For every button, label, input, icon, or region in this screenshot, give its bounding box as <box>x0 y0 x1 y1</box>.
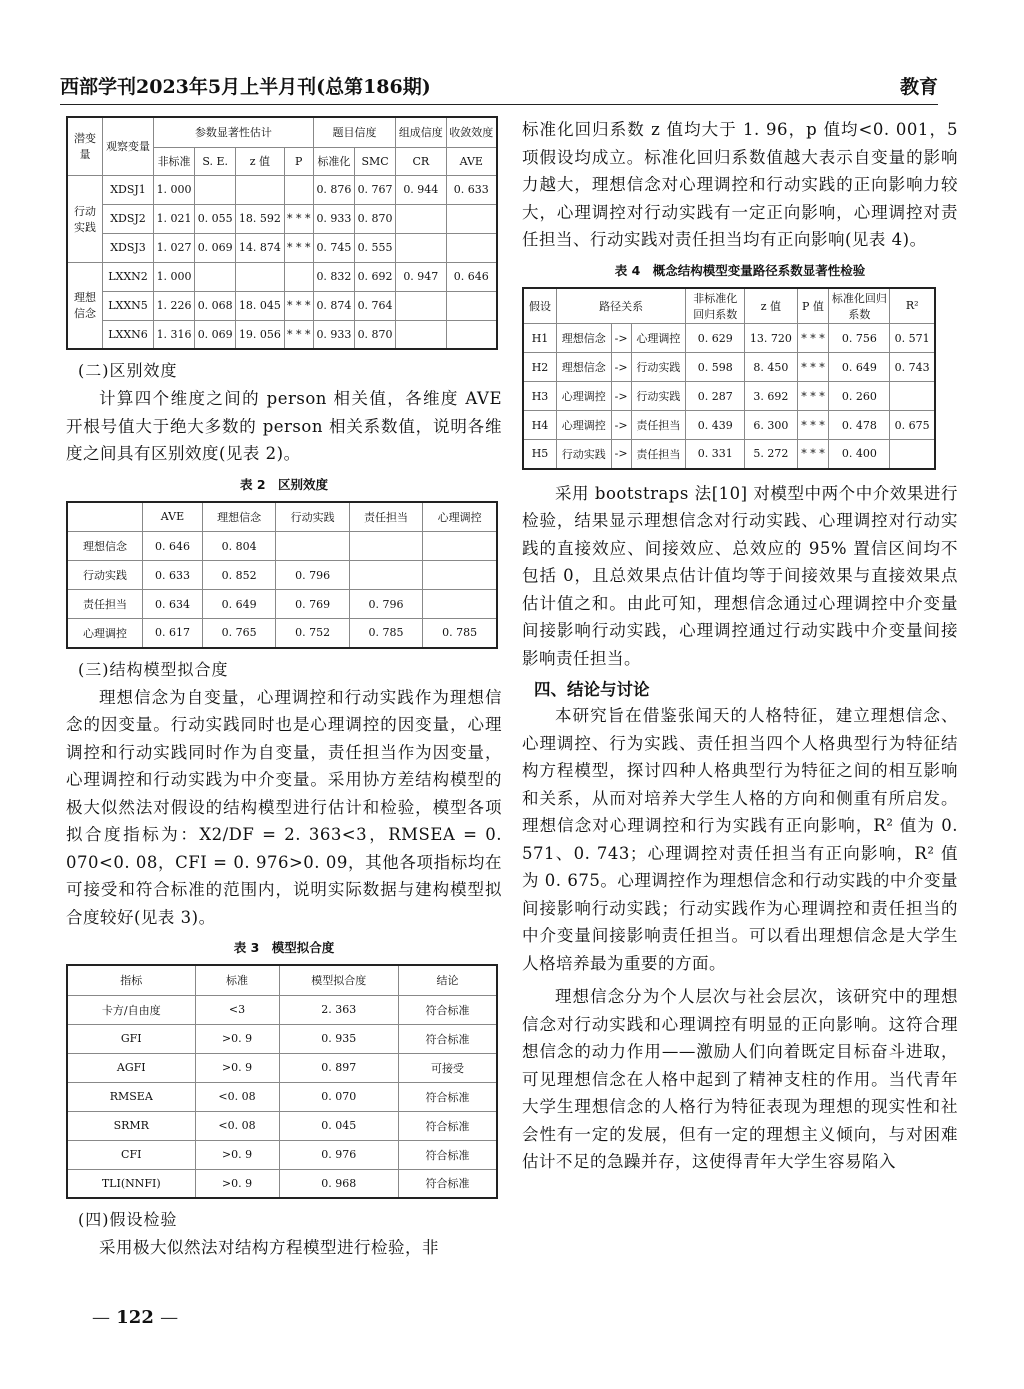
table-1 <box>66 116 498 350</box>
section-3-title: (三)结构模型拟合度 <box>78 659 229 679</box>
t1-cell: 0. 692 <box>355 262 396 291</box>
t1-cell: * * * <box>284 233 313 262</box>
table-row: SRMR <0. 08 0. 045 符合标准 <box>67 1111 497 1140</box>
t1-cell: 1. 000 <box>154 262 195 291</box>
t1-cell: XDSJ3 <box>103 233 154 262</box>
t1-cell: 0. 876 <box>313 175 354 204</box>
t1-cell <box>195 262 236 291</box>
t1-cell: 0. 870 <box>355 204 396 233</box>
t1-sub: z 值 <box>236 147 284 175</box>
table-3-caption: 表 3 模型拟合度 <box>233 940 335 955</box>
t1-cell: 0. 933 <box>313 320 354 349</box>
table-4-caption: 表 4 概念结构模型变量路径系数显著性检验 <box>614 262 866 278</box>
t1-cell: 0. 069 <box>195 233 236 262</box>
table-row: 理想信念 0. 646 0. 804 <box>67 532 497 561</box>
t1-cell: 0. 069 <box>195 320 236 349</box>
table-2 <box>66 501 498 649</box>
t1-cell: LXXN5 <box>103 291 154 320</box>
t1-cell: 14. 874 <box>236 233 284 262</box>
section-heading-4: 四、结论与讨论 <box>534 680 650 699</box>
t3-head: 指标 <box>67 965 195 995</box>
table-row: 心理调控 0. 617 0. 765 0. 752 0. 785 0. 785 <box>67 619 497 648</box>
table-row: GFI >0. 9 0. 935 符合标准 <box>67 1024 497 1053</box>
t1-cell: 1. 000 <box>154 175 195 204</box>
t1-cell: 0. 874 <box>313 291 354 320</box>
t1-cell: 0. 068 <box>195 291 236 320</box>
table-row: H5 行动实践 -> 责任担当 0. 331 5. 272 * * * 0. 400 <box>523 440 935 469</box>
section-2-text: 计算四个维度之间的 person 相关值，各维度 AVE 开根号值大于绝大多数的 person 相关系数值，说明各维度之间具有区别效度(见表 2)。 <box>66 389 502 463</box>
journal-issue: 西部学刊2023年5月上半月刊(总第186期) <box>60 76 431 98</box>
section-3-text: 理想信念为自变量，心理调控和行动实践作为理想信念的因变量。行动实践同时也是心理调控的因变量，心理调控和行动实践同时作为自变量，责任担当作为因变量，心理调控和行动实践为中介变量。采用协方差结构模型的极大似然法对假设的结构模型进行估计和检验，模型各项拟合度指标为：X2/DF = 2. 363<3，RMSEA = 0. 070<0. 08，CFI = 0. 976>0. 09，其他各项指标均在可接受和符合标准的范围内，说明实际数据与建构模型拟合度较好(见表 3)。 <box>66 687 502 927</box>
left-column <box>66 116 502 1262</box>
t1-cell: 0. 055 <box>195 204 236 233</box>
t1-cell: 1. 021 <box>154 204 195 233</box>
t1-cell <box>284 175 313 204</box>
t1-head-cr: 组成信度 <box>396 117 446 147</box>
t4-head: 路径关系 <box>557 288 686 324</box>
table-row <box>67 320 497 349</box>
t4-head: 标准化回归系数 <box>829 288 890 324</box>
footer-dash: — <box>160 1307 179 1328</box>
t4-head: z 值 <box>745 288 797 324</box>
table-row <box>67 233 497 262</box>
t2-head: 行动实践 <box>276 502 349 532</box>
t4-head: R² <box>890 288 935 324</box>
table-row: CFI >0. 9 0. 976 符合标准 <box>67 1140 497 1169</box>
t1-cell: 0. 555 <box>355 233 396 262</box>
table-row: 卡方/自由度 <3 2. 363 符合标准 <box>67 995 497 1024</box>
section-name: 教育 <box>899 76 938 98</box>
t1-cr: 0. 947 <box>396 262 446 291</box>
t1-cell <box>236 175 284 204</box>
t1-head-param: 参数显著性估计 <box>154 117 314 147</box>
footer-dash: — <box>92 1307 110 1328</box>
t1-cell: 19. 056 <box>236 320 284 349</box>
table-row: 行动实践 0. 633 0. 852 0. 796 <box>67 561 497 590</box>
t1-cell: * * * <box>284 291 313 320</box>
t1-cell: 1. 316 <box>154 320 195 349</box>
t1-cell: 0. 933 <box>313 204 354 233</box>
t4-head: 假设 <box>523 288 557 324</box>
t1-sub: 标准化 <box>313 147 354 175</box>
t2-head: AVE <box>143 502 203 532</box>
section-4-text: 采用极大似然法对结构方程模型进行检验，非 <box>99 1238 439 1257</box>
t1-cell: LXXN2 <box>103 262 154 291</box>
table-3 <box>66 964 498 1199</box>
t1-sub: SMC <box>355 147 396 175</box>
table-row: TLI(NNFI) >0. 9 0. 968 符合标准 <box>67 1169 497 1198</box>
t3-head: 标准 <box>195 965 279 995</box>
t3-head: 模型拟合度 <box>279 965 398 995</box>
right-column <box>522 116 958 1176</box>
t1-cell: 1. 226 <box>154 291 195 320</box>
table-row: H4 心理调控 -> 责任担当 0. 439 6. 300 * * * 0. 478 0. 675 <box>523 411 935 440</box>
t1-ave: 0. 646 <box>446 262 497 291</box>
t2-head: 心理调控 <box>423 502 497 532</box>
t1-head-latent: 潜变量 <box>67 117 103 175</box>
page-number: 122 <box>116 1307 154 1328</box>
t1-cell: 0. 745 <box>313 233 354 262</box>
t1-cell: * * * <box>284 320 313 349</box>
t1-cr: 0. 944 <box>396 175 446 204</box>
table-row: 责任担当 0. 634 0. 649 0. 769 0. 796 <box>67 590 497 619</box>
t1-latent: 理想信念 <box>67 262 103 349</box>
right-para-1: 标准化回归系数 z 值均大于 1. 96，p 值均<0. 001，5 项假设均成立。标准化回归系数值越大表示自变量的影响力越大，理想信念对心理调控和行动实践的正向影响力较大，心理调控对行动实践有一定正向影响，心理调控对责任担当、行动实践对责任担当均有正向影响(见表 4)。 <box>522 120 958 249</box>
t1-cell: LXXN6 <box>103 320 154 349</box>
table-row: H3 心理调控 -> 行动实践 0. 287 3. 692 * * * 0. 260 <box>523 382 935 411</box>
t2-head: 理想信念 <box>202 502 275 532</box>
t1-cell <box>284 262 313 291</box>
t1-cell: 1. 027 <box>154 233 195 262</box>
table-row <box>67 204 497 233</box>
t1-cell: XDSJ1 <box>103 175 154 204</box>
t1-cell <box>195 175 236 204</box>
right-para-3: 本研究旨在借鉴张闻天的人格特征，建立理想信念、心理调控、行为实践、责任担当四个人格典型行为特征结构方程模型，探讨四种人格典型行为特征之间的相互影响和关系，从而对培养大学生人格的方向和侧重有所启发。理想信念对心理调控和行为实践有正向影响，R² 值为 0. 571、0. 743；心理调控对责任担当有正向影响，R² 值为 0. 675。心理调控作为理想信念和行动实践的中介变量间接影响行动实践；行动实践作为心理调控和责任担当的中介变量间接影响责任担当。可以看出理想信念是大学生人格培养最为重要的方面。 <box>522 706 958 973</box>
t1-cell: 18. 045 <box>236 291 284 320</box>
t3-head: 结论 <box>398 965 497 995</box>
t1-cell: XDSJ2 <box>103 204 154 233</box>
t1-head-conv: 收敛效度 <box>446 117 497 147</box>
table-2-caption: 表 2 区别效度 <box>239 476 329 492</box>
table-row <box>67 175 497 204</box>
table-row: RMSEA <0. 08 0. 070 符合标准 <box>67 1082 497 1111</box>
t1-head-observed: 观察变量 <box>103 117 154 175</box>
t1-cell: 0. 870 <box>355 320 396 349</box>
t1-sub: P <box>284 147 313 175</box>
t2-head: 责任担当 <box>349 502 422 532</box>
t1-cell: 0. 832 <box>313 262 354 291</box>
t1-latent: 行动实践 <box>67 175 103 262</box>
t1-ave: 0. 633 <box>446 175 497 204</box>
table-row: H1 理想信念 -> 心理调控 0. 629 13. 720 * * * 0. 756 0. 571 <box>523 324 935 353</box>
right-para-4: 理想信念分为个人层次与社会层次，该研究中的理想信念对行动实践和心理调控有明显的正向影响。这符合理想信念的动力作用——激励人们向着既定目标奋斗进取，可见理想信念在人格中起到了精神支柱的作用。当代青年大学生理想信念的人格行为特征表现为理想的现实性和社会性有一定的发展，但有一定的理想主义倾向，与对困难估计不足的急躁并存，这使得青年大学生容易陷入 <box>522 987 958 1171</box>
t1-sub: S. E. <box>195 147 236 175</box>
table-row: AGFI >0. 9 0. 897 可接受 <box>67 1053 497 1082</box>
table-row: H2 理想信念 -> 行动实践 0. 598 8. 450 * * * 0. 649 0. 743 <box>523 353 935 382</box>
t1-sub: AVE <box>446 147 497 175</box>
table-row <box>67 262 497 291</box>
section-4-title: (四)假设检验 <box>78 1210 178 1229</box>
header-rule <box>60 104 938 105</box>
table-row <box>67 291 497 320</box>
t1-sub: CR <box>396 147 446 175</box>
t1-sub: 非标准 <box>154 147 195 175</box>
right-para-2: 采用 bootstraps 法[10] 对模型中两个中介效果进行检验，结果显示理想信念对行动实践、心理调控对行动实践的直接效应、间接效应、总效应的 95% 置信区间均不包括 0，且总效果点估计值均等于间接效果与直接效果点估计值之和。由此可知，理想信念通过心理调控中介变量间接影响行动实践，心理调控通过行动实践中介变量间接影响责任担当。 <box>522 483 958 668</box>
t1-cell <box>236 262 284 291</box>
table-4 <box>522 287 936 470</box>
t1-head-reliability: 题目信度 <box>313 117 395 147</box>
page-footer <box>92 1307 178 1328</box>
t4-head: 非标准化回归系数 <box>686 288 745 324</box>
section-2-title: (二)区别效度 <box>78 361 178 380</box>
running-header <box>60 72 938 98</box>
t1-cell: 0. 764 <box>355 291 396 320</box>
t1-cell: * * * <box>284 204 313 233</box>
t1-cell: 18. 592 <box>236 204 284 233</box>
t4-head: P 值 <box>797 288 829 324</box>
t1-cell: 0. 767 <box>355 175 396 204</box>
